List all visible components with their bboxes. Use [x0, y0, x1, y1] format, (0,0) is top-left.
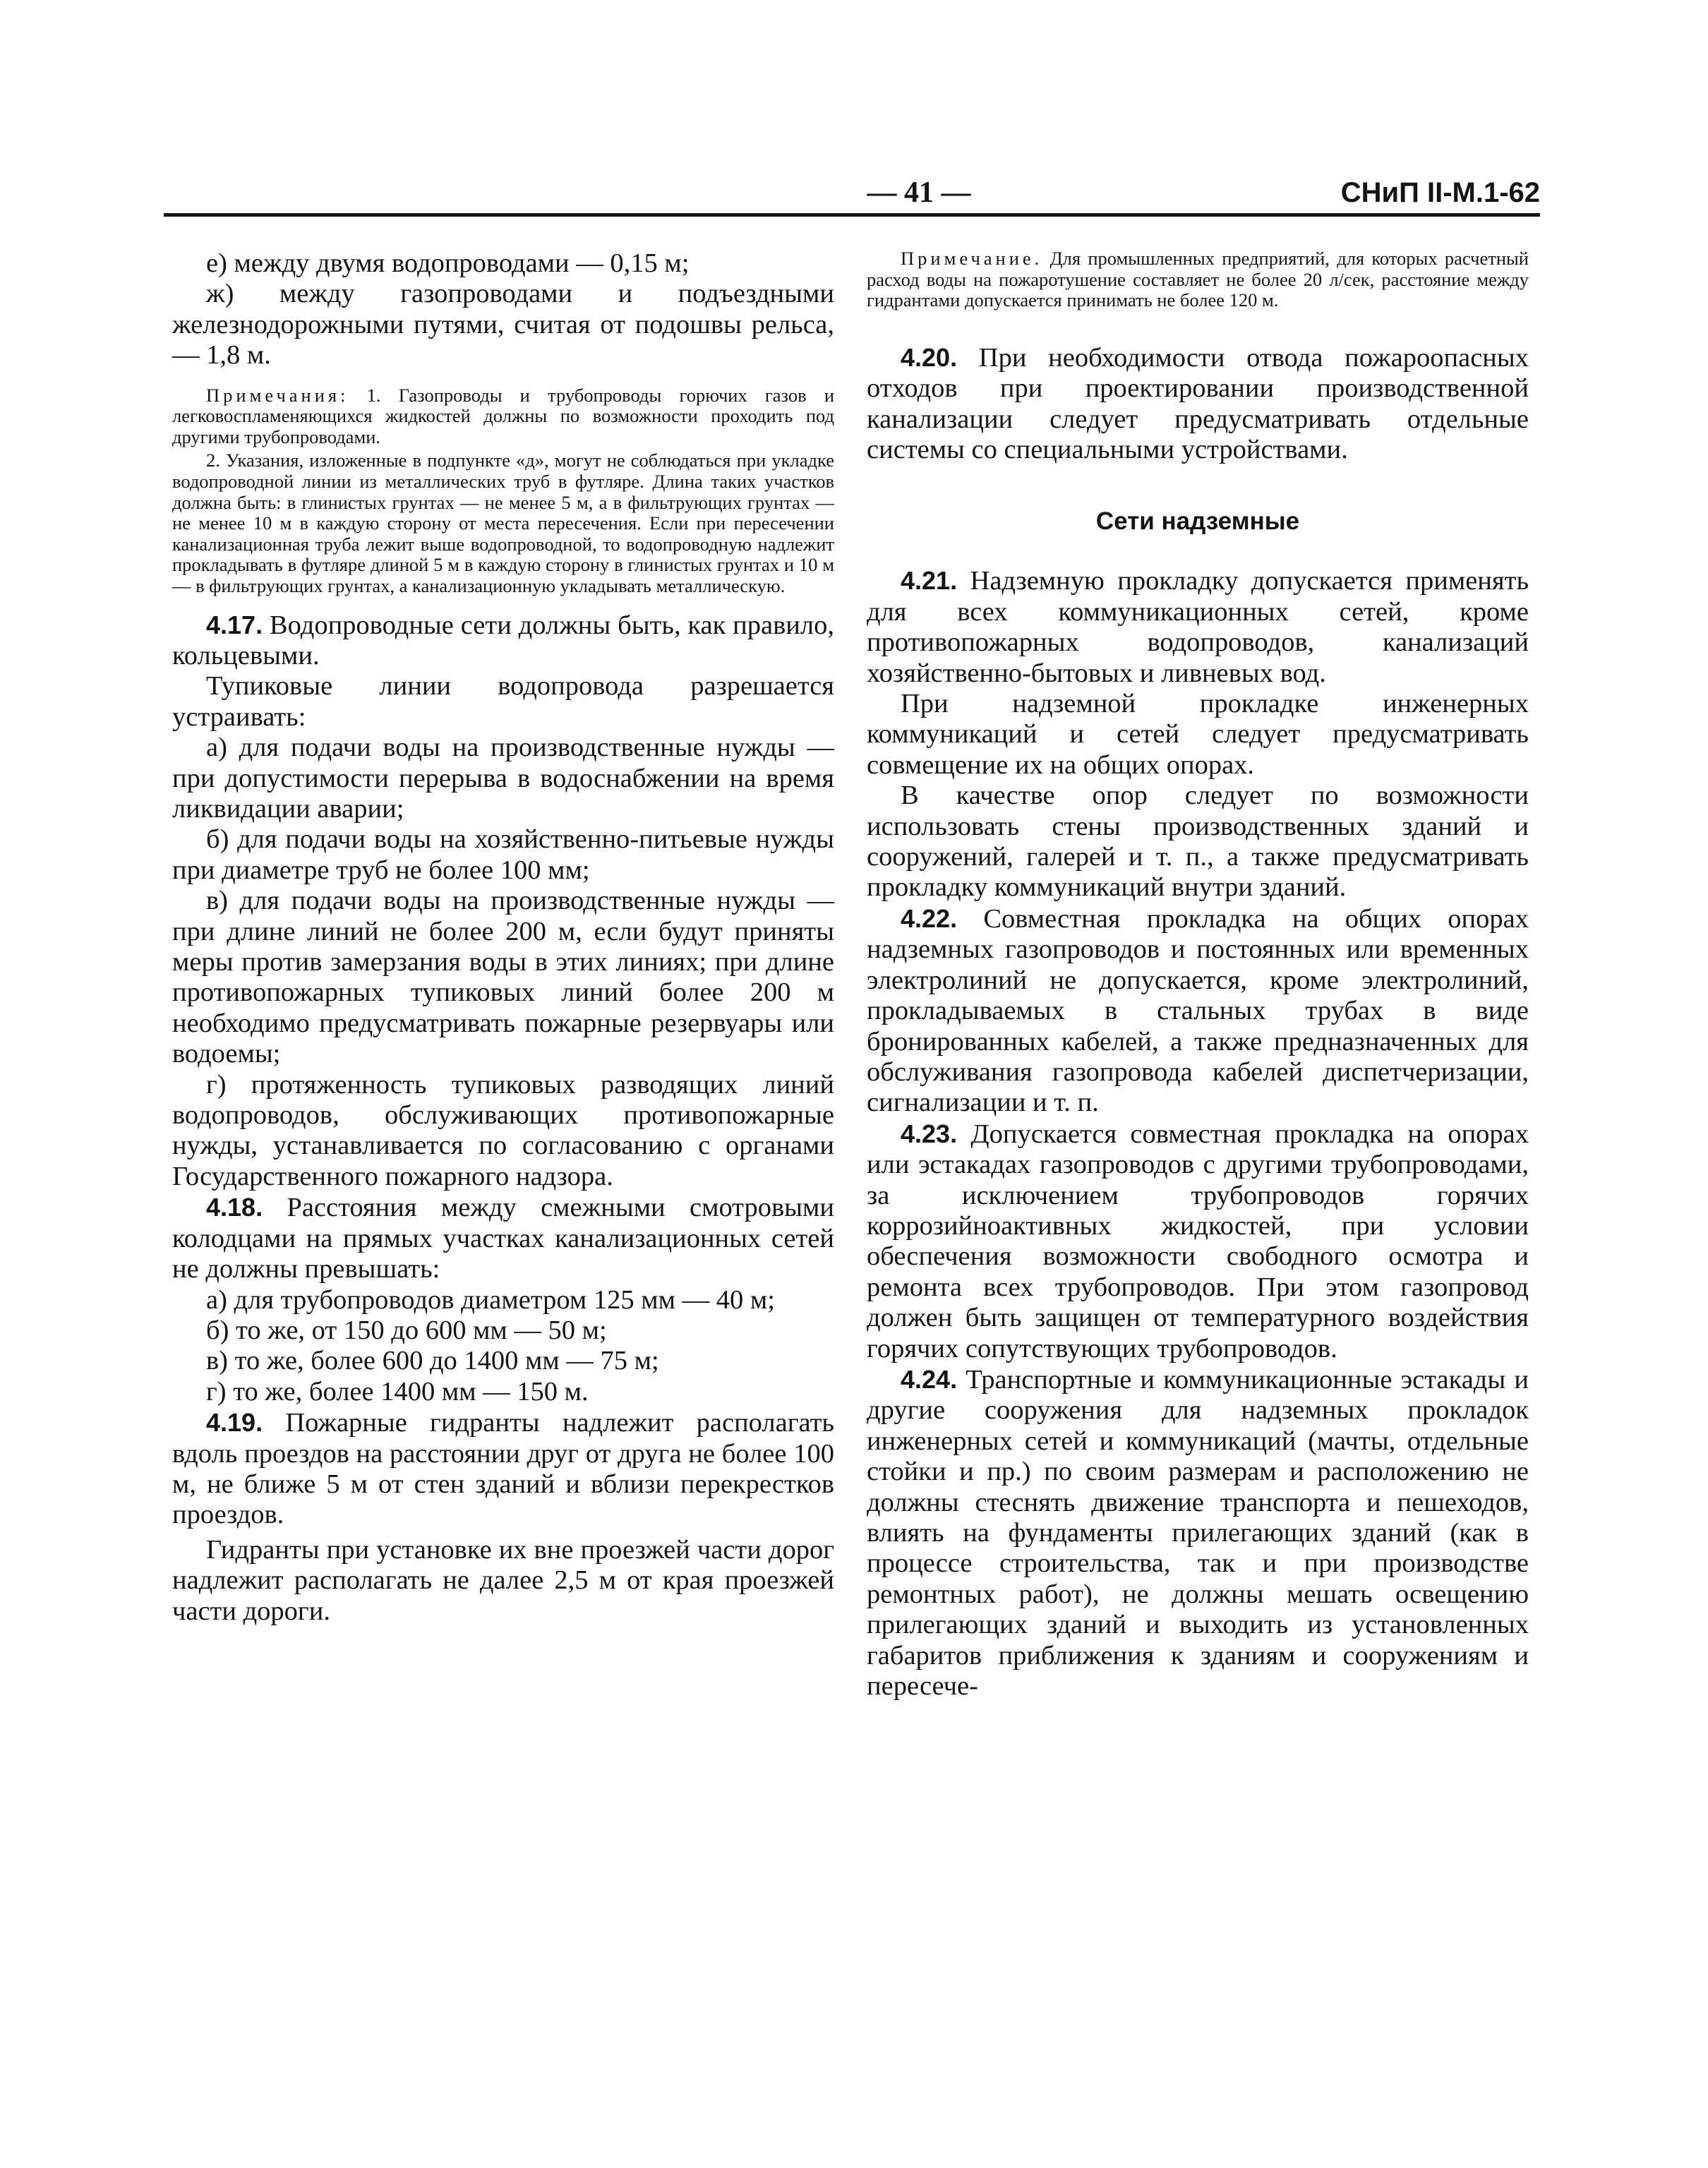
- document-code: СНиП II-М.1-62: [1340, 177, 1540, 208]
- clause-4-21: [867, 565, 1529, 689]
- clause-number: 4.24.: [901, 1364, 958, 1394]
- clause-text: Надземную прокладку допускается применять для всех коммуникационных сетей, кроме противопожарных водопроводов, канализаций хозяйственно-бытовых и ливневых вод.: [867, 566, 1529, 688]
- item-zh: ж) между газопроводами и подъездными железнодорожными путями, считая от подошвы рельса, — 1,8 м.: [172, 279, 834, 371]
- clause-4-17-b: б) для подачи воды на хозяйственно-питьевые нужды при диаметре труб не более 100 мм;: [172, 824, 834, 885]
- clause-number: 4.20.: [901, 342, 958, 372]
- note-text: Для промышленных предприятий, для которых расчетный расход воды на пожаротушение составляет не более 20 л/сек, расстояние между гидрантами допускается принимать не более 120 м.: [867, 248, 1529, 311]
- note-1-text: 1. Газопроводы и трубопроводы горючих газов и легковоспламеняющихся жидкостей должны по возможности проходить под другими трубопроводами.: [172, 384, 835, 447]
- clause-4-18-b: б) то же, от 150 до 600 мм — 50 м;: [206, 1315, 607, 1345]
- clause-4-17: [172, 610, 834, 672]
- clause-4-21-p2: При надземной прокладке инженерных коммуникаций и сетей следует предусматривать совмещение их на общих опорах.: [867, 689, 1529, 780]
- clause-4-22: [867, 903, 1529, 1119]
- clause-text: Совместная прокладка на общих опорах надземных газопроводов и постоянных или временных электролиний не допускается, кроме электролиний, прокладываемых в стальных трубах в виде бронированных кабелей, а также предназначенных для обслуживания газопровода кабелей диспетчеризации, сигнализации и т. п.: [867, 903, 1529, 1118]
- clause-4-19-p2: Гидранты при установке их вне проезжей части дорог надлежит располагать не далее 2,5 м от края проезжей части дороги.: [172, 1534, 834, 1626]
- page-number: — 41 —: [867, 176, 971, 209]
- clause-4-18-a: а) для трубопроводов диаметром 125 мм — 40 м;: [206, 1284, 775, 1315]
- clause-4-18-v: в) то же, более 600 до 1400 мм — 75 м;: [206, 1346, 659, 1376]
- clause-text: Пожарные гидранты надлежит располагать вдоль проездов на расстоянии друг от друга не более 100 м, не ближе 5 м от стен зданий и вблизи перекрестков проездов.: [172, 1408, 834, 1530]
- item-e: е) между двумя водопроводами — 0,15 м;: [206, 248, 690, 278]
- clause-4-17-a: а) для подачи воды на производственные нужды — при допустимости перерыва в водоснабжении на время ликвидации аварии;: [172, 733, 834, 824]
- clause-text: Водопроводные сети должны быть, как правило, кольцевыми.: [172, 610, 834, 670]
- hydrant-note: [867, 248, 1529, 311]
- clause-4-17-intro: Тупиковые линии водопровода разрешается устраивать:: [172, 671, 834, 732]
- clause-4-18: [172, 1192, 834, 1284]
- clause-number: 4.22.: [901, 903, 958, 933]
- clause-4-20: [867, 342, 1529, 466]
- right-column: [867, 248, 1529, 1702]
- notes-label: Примечания:: [206, 384, 349, 406]
- note-2: 2. Указания, изложенные в подпункте «д», могут не соблюдаться при укладке водопроводной линии из металлических труб в футляре. Длина таких участков должна быть: в глинистых грунтах — не менее 5 м, а в фильтрующих грунтах — не менее 10 м в каждую сторону от места пересечения. Если при пересечении канализационная труба лежит выше водопроводной, то водопроводную надлежит прокладывать в футляре длиной 5 м в каждую сторону в глинистых грунтах и 10 м — в фильтрующих грунтах, а канализационную укладывать металлическую.: [172, 450, 834, 596]
- clause-text: При необходимости отвода пожароопасных отходов при проектировании производственной канализации следует предусматривать отдельные системы со специальными устройствами.: [867, 342, 1529, 464]
- clause-4-17-g: г) протяженность тупиковых разводящих линий водопроводов, обслуживающих противопожарные нужды, устанавливается по согласованию с органами Государственного пожарного надзора.: [172, 1069, 834, 1191]
- clause-4-21-p3: В качестве опор следует по возможности использовать стены производственных зданий и сооружений, галерей и т. п., а также предусматривать прокладку коммуникаций внутри зданий.: [867, 781, 1529, 903]
- clause-4-24: [867, 1364, 1529, 1702]
- notes-paragraph-1: [172, 385, 834, 448]
- clause-4-17-v: в) для подачи воды на производственные нужды — при длине линий не более 200 м, если будут приняты меры против замерзания воды в этих линиях; при длине противопожарных тупиковых линий более 200 м необходимо предусматривать пожарные резервуары или водоемы;: [172, 886, 834, 1069]
- section-heading: Сети надземные: [1095, 507, 1300, 536]
- clause-number: 4.23.: [901, 1119, 958, 1148]
- clause-text: Транспортные и коммуникационные эстакады и другие сооружения для надземных прокладок инженерных сетей и коммуникаций (мачты, отдельные стойки и пр.) по своим размерам и расположению не должны стеснять движение транспорта и пешеходов, влиять на фундаменты прилегающих зданий (как в процессе строительства, так и при производстве ремонтных работ), не должны мешать освещению прилегающих зданий и выходить из установленных габаритов приближения к зданиям и сооружениям и пересече-: [867, 1364, 1529, 1702]
- clause-text: Расстояния между смежными смотровыми колодцами на прямых участках канализационных сетей не должны превышать:: [172, 1193, 834, 1284]
- clause-4-23: [867, 1119, 1529, 1364]
- clause-number: 4.17.: [206, 610, 263, 639]
- note-label: Примечание.: [901, 248, 1043, 269]
- clause-number: 4.21.: [901, 566, 958, 596]
- clause-text: Допускается совместная прокладка на опорах или эстакадах газопроводов с другими трубопроводами, за исключением трубопроводов горячих коррозийноактивных жидкостей, при условии обеспечения возможности свободного осмотра и ремонта всех трубопроводов. При этом газопровод должен быть защищен от температурного воздействия горячих сопутствующих трубопроводов.: [867, 1119, 1529, 1363]
- page-header: [164, 173, 1540, 212]
- clause-4-19: [172, 1407, 834, 1531]
- header-rule: [164, 213, 1540, 217]
- clause-number: 4.18.: [206, 1193, 263, 1222]
- clause-4-18-g: г) то же, более 1400 мм — 150 м.: [206, 1376, 589, 1407]
- left-column: [172, 248, 834, 1627]
- clause-number: 4.19.: [206, 1408, 263, 1438]
